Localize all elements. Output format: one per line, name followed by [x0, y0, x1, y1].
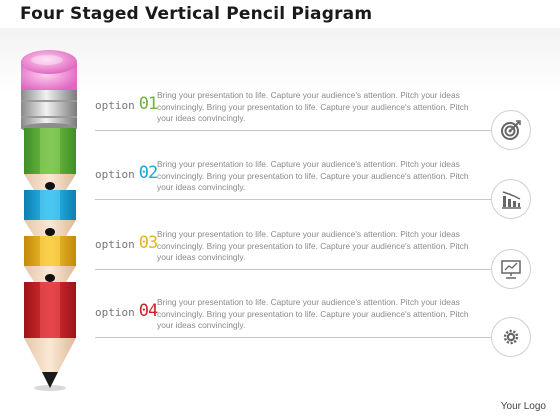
- option-label-3: [95, 233, 157, 253]
- option-label-2: [95, 163, 157, 183]
- row-divider: [95, 199, 499, 200]
- option-row-1: [95, 90, 535, 150]
- option-label-4: [95, 301, 157, 321]
- option-word: option: [95, 238, 135, 251]
- icon-circle-4: [491, 317, 531, 357]
- option-label-1: [95, 94, 157, 114]
- option-row-3: [95, 229, 535, 289]
- pencil-ferrule: [21, 90, 77, 128]
- option-description: Bring your presentation to life. Capture your audience's attention. Pitch your ideas convincingly. Bring your presentation to life. Capture your audience's attention. Pitch your ideas convincingly.: [157, 229, 469, 262]
- bar-chart-icon: [500, 188, 522, 210]
- pencil-tip: [24, 338, 76, 372]
- option-number: 04: [138, 301, 158, 321]
- target-icon: [500, 119, 522, 141]
- option-number: 03: [138, 233, 158, 253]
- pencil-graphic: [0, 0, 90, 400]
- page-title: Four Staged Vertical Pencil Piagram: [20, 4, 373, 24]
- option-word: option: [95, 306, 135, 319]
- option-row-4: [95, 297, 535, 357]
- row-divider: [95, 269, 499, 270]
- option-word: option: [95, 168, 135, 181]
- row-divider: [95, 337, 499, 338]
- option-description: Bring your presentation to life. Capture your audience's attention. Pitch your ideas convincingly. Bring your presentation to life. Capture your audience's attention. Pitch your ideas convincingly.: [157, 297, 469, 330]
- option-number: 01: [138, 94, 158, 114]
- icon-circle-2: [491, 179, 531, 219]
- option-description: Bring your presentation to life. Capture your audience's attention. Pitch your ideas convincingly. Bring your presentation to life. Capture your audience's attention. Pitch your ideas convincingly.: [157, 159, 469, 192]
- icon-circle-1: [491, 110, 531, 150]
- option-word: option: [95, 99, 135, 112]
- option-row-2: [95, 159, 535, 219]
- gear-icon: [500, 326, 522, 348]
- logo-text: Your Logo: [500, 401, 546, 412]
- icon-circle-3: [491, 249, 531, 289]
- option-number: 02: [138, 163, 158, 183]
- row-divider: [95, 130, 499, 131]
- presentation-board-icon: [500, 258, 522, 280]
- option-description: Bring your presentation to life. Capture your audience's attention. Pitch your ideas convincingly. Bring your presentation to life. Capture your audience's attention. Pitch your ideas convincingly.: [157, 90, 469, 123]
